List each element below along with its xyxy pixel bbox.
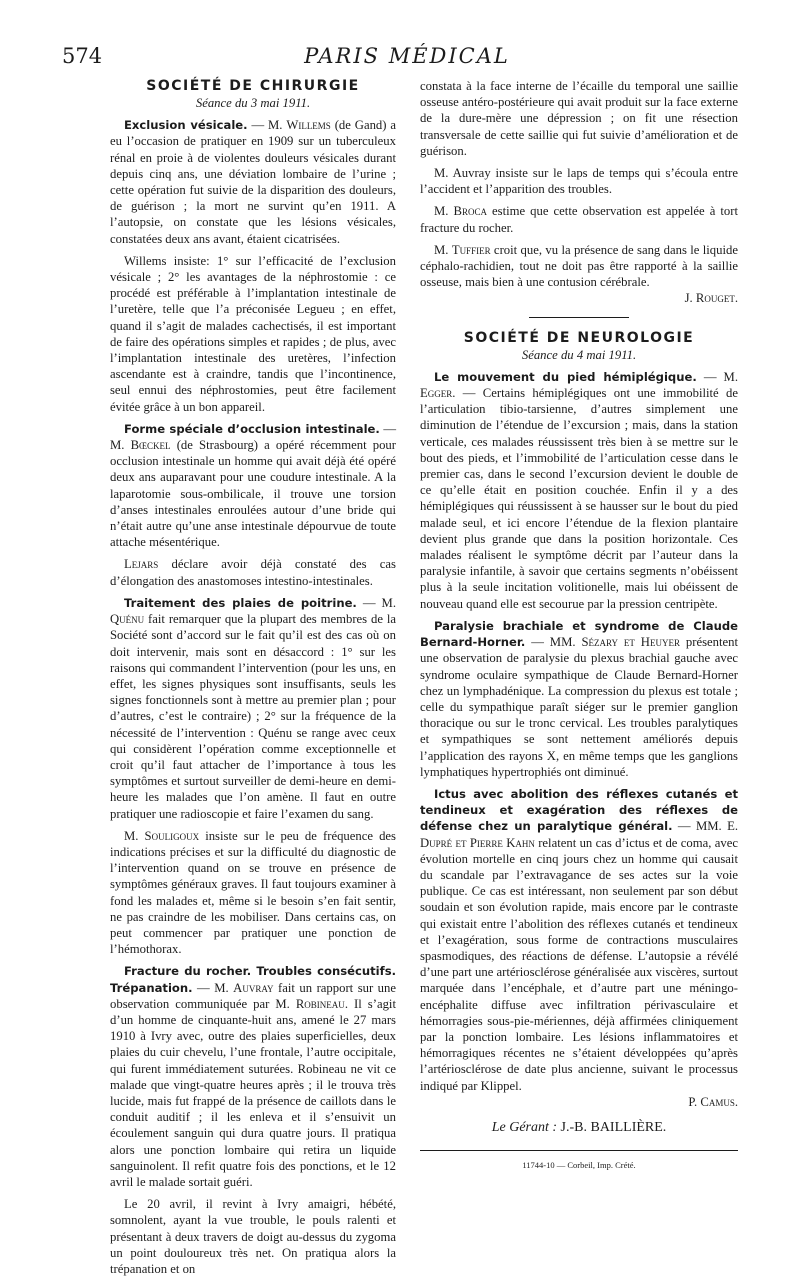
journal-title: PARIS MÉDICAL — [304, 44, 510, 68]
gerant-line: Le Gérant : J.-B. BAILLIÈRE. — [491, 1119, 667, 1135]
footer-divider — [420, 1150, 738, 1151]
article-occlusion-intestinale: Forme spéciale d’occlusion intestinale. — M. Bœckel (de Strasbourg) a opéré récemment pour occlusion intestinale un homme qui avait déjà été opéré deux ans auparavant pour une coudure intestinale. A la laparotomie sous-ombilicale, il trouve une torsion d’anses intestinales enroulées autour d’une bride qui n’était autre qu’une anse intestinale dépourvue de toute attache mésentérique. — [110, 421, 397, 550]
paragraph: M. Tuffier croit que, vu la présence de sang dans le liquide céphalo-rachidien, tout ne doit pas être rapporté à la saillie osseuse, mais bien à une contusion cérébrale. — [420, 242, 738, 290]
article-heading: Forme spéciale d’occlusion intestinale. — [124, 421, 380, 436]
paragraph: Le 20 avril, il revint à Ivry amaigri, hébété, somnolent, ayant la vue trouble, le pouls ralenti et présentant à deux travers de doigt au-dessus du zygoma un point douloureux très net. On pratiqua alors la trépanation et on — [110, 1197, 396, 1277]
article-heading: Ictus avec abolition des réflexes cutanés et tendineux et exagération des réflexes de défense chez un paralytique général. — [420, 786, 738, 834]
article-heading: Fracture du rocher. Troubles consécutifs. Trépanation. — [110, 964, 396, 995]
author-name: Willems — [286, 118, 331, 133]
right-column — [420, 78, 738, 1173]
author-name: Robineau — [295, 996, 345, 1011]
article-pied-hemiplegique: Le mouvement du pied hémiplégique. — M. Egger. — Certains hémiplégiques ont une immobilité de l’articulation tibio-tarsienne, d’autres simplement une diminution de l’étendue de l’excursion ; mais, dans la station verticale, ces malades réussissent très bien à se mettre sur le bout des pieds, et l’immobilité de l’articulation cesse dans le premier cas, dans le second l’excursion devient le double de ce qu’elle était en position couchée. Enfin il y a des hémiplégiques qui réussissent à se hausser sur le bout du pied malade seul, et ici encore l’étendue de la flexion plantaire devient plus grande que dans la position horizontale. Ces malades réalisent le symptôme décrit par l’auteur dans la paralysie infantile, à savoir que certains segments n’obéissent plus à la seule incitation volitionelle, mais lui obéissent de nouveau quand elle est secourue par la pression centripète. — [420, 369, 739, 611]
article-paralysie-brachiale: Paralysie brachiale et syndrome de Claude Bernard-Horner. — MM. Sézary et Heuyer présentent une observation de paralysie du plexus brachial gauche avec syndrome oculaire sympathique de Claude Bernard-Horner chez un lymphadénique. La compression du plexus est totale ; celle du sympathique paraît siéger sur le premier ganglion thoracique ou sur le tronc cervical. Les troubles paralytiques et sympathiques se sont nettement améliorés depuis l’application des rayons X, en même temps que les ganglions lymphatiques hypertrophiés ont diminué. — [420, 618, 739, 779]
page-header — [62, 44, 752, 70]
gerant-name: J.-B. BAILLIÈRE. — [560, 1119, 667, 1135]
article-heading: Exclusion vésicale. — [124, 118, 248, 133]
author-name: Egger — [420, 386, 453, 401]
left-column — [110, 78, 396, 1277]
section-title-chirurgie: SOCIÉTÉ DE CHIRURGIE — [146, 78, 360, 94]
printer-imprint: 11744-10 — Corbeil, Imp. Crété. — [522, 1160, 636, 1171]
article-exclusion-vesicale: Exclusion vésicale. — M. Willems (de Gand) a eu l’occasion de pratiquer en 1909 sur un tuberculeux rénal en proie à de violentes douleurs vésicales durant depuis cinq ans, une déviation lombaire de l’urine ; cette opération fut suivie de la disparition des douleurs, de guérison ; la mort ne survint qu’en 1911. A l’autopsie, on constate que les lésions vésicales, constatées deux ans avant, étaient cicatrisées. — [110, 118, 396, 246]
paragraph: constata à la face interne de l’écaille du temporal une saillie osseuse antéro-postérieure qui avait produit sur la face externe de la dure-mère une dépression ; on fit une résection transversale de cette saillie qui fut suivie d’amélioration et de guérison. — [420, 79, 738, 158]
paragraph: Willems insiste: 1° sur l’efficacité de l’exclusion vésicale ; 2° les avantages de la néphrostomie : ce procédé est préférable à l’implantation intestinale de l’uretère, telle que l’a préconisée Legueu ; en effet, quand il s’agit de malades cachectisés, il est important de faire des opérations simples et rapides ; de plus, avec l’implantation intestinale des uretères, l’infection ascendante est à craindre, tandis que l’incontinence, seul ennui des néphrostomies, peut être facilement évitée grâce à un bon appareil. — [110, 253, 396, 414]
author-name: Auvray — [233, 980, 274, 995]
author-name: Souligoux — [144, 828, 200, 843]
signature: P. Camus. — [688, 1094, 738, 1109]
author-name: E. Dupré et Pierre Kahn — [420, 819, 738, 850]
paragraph: M. Broca estime que cette observation est appelée à tort fracture du rocher. — [420, 204, 738, 235]
page-number: 574 — [62, 44, 103, 68]
article-plaies-poitrine: Traitement des plaies de poitrine. — M. Quénu fait remarquer que la plupart des membres de la Société sont d’accord sur le fait qu’il est des cas où on doit intervenir, mais sont en désaccord : 1° sur les raisons qui commandent l’intervention (pour les uns, en effet, les signes physiques sont insuffisants, seuls les signes fonctionnels sont à mettre au premier plan ; pour d’autres, c’est le contraire) ; 2° sur la fréquence de la nécessité de l’intervention : Quénu se range avec ceux qui considèrent l’opération comme exceptionnelle et croit qu’il faut attacher de l’importance à tous les symptômes et surtout surveiller de demi-heure en demi-heure les malades que l’on amène. Il faut en outre pratiquer une radioscopie et faire l’examen du sang. — [110, 595, 396, 821]
author-name: Tuffier — [451, 242, 491, 257]
author-name: Sézary et Heuyer — [581, 635, 680, 650]
author-name: Lejars — [124, 557, 159, 572]
signature: J. Rouget. — [684, 291, 738, 306]
author-name: Broca — [453, 204, 487, 219]
article-heading: Traitement des plaies de poitrine. — [124, 595, 357, 610]
author-name: Bœckel — [130, 438, 171, 453]
seance-date: Séance du 3 mai 1911. — [195, 96, 311, 110]
article-heading: Le mouvement du pied hémiplégique. — [434, 369, 697, 384]
section-title-neurologie: SOCIÉTÉ DE NEUROLOGIE — [463, 329, 695, 346]
article-fracture-rocher: Fracture du rocher. Troubles consécutifs. Trépanation. — M. Auvray fait un rapport sur une observation communiquée par M. Robineau. Il s’agit d’un homme de cinquante-huit ans, amené le 27 mars 1910 à Ivry avec, outre des plaies superficielles, deux plaies du cuir chevelu, l’une frontale, l’autre occipitale, qui furent immédiatement suturées. Robineau ne vit ce malade que vingt-quatre heures après ; il le trouva très lucide, mais fut frappé de la présence de caillots dans le conduit auditif ; il les enleva et il s’ensuivit un écoulement sanguin qui dura quatre jours. Il pratiqua alors une ponction lombaire qui retira un liquide sanguinolent. Il refit quatre fois des ponctions, et le 12 avril le malade sortait guéri. — [110, 964, 397, 1189]
article-ictus: Ictus avec abolition des réflexes cutanés et tendineux et exagération des réflexes de défense chez un paralytique général. — MM. E. Dupré et Pierre Kahn relatent un cas d’ictus et de coma, avec évolution mortelle en cinq jours chez un homme qui causait du scandale par l’extravagance de ses actes sur la voie publique. Ce cas est intéressant, non seulement par son début soudain et son évolution rapide, mais encore par le contraste qui existait entre l’abolition des réflexes cutanés et tendineux et l’exagération, sous forme de contractions musculaires spasmodiques, des réactions de défense. L’autopsie a révélé d’une part une artériosclérose généralisée aux viscères, surtout marquée dans l’encéphale, et d’autre part une méningo-encéphalite diffuse avec infiltration périvasculaire et hémorragies sous-pie-mériennes, déjà affirmées cliniquement par la ponction lombaire. Les lésions inflammatoires et hémorragiques récentes ne s’étaient développées qu’après l’artériosclérose de date plus ancienne, suivant le processus indiqué par Klippel. — [420, 786, 738, 1093]
author-name: Quénu — [110, 612, 145, 627]
seance-date: Séance du 4 mai 1911. — [521, 347, 637, 362]
paragraph: M. Auvray insiste sur le laps de temps qui s’écoula entre l’accident et l’apparition des troubles. — [420, 166, 738, 197]
paragraph: M. Souligoux insiste sur le peu de fréquence des indications précises et sur la difficulté du diagnostic de l’intervention quand on se trouve en présence de symptômes généraux graves. Il faut toujours examiner à fond les malades et, même si le besoin s’en fait sentir, ne pas craindre de les mobiliser. Dans certains cas, on peut commencer par pratiquer une ponction de l’hémothorax. — [110, 828, 396, 957]
section-divider — [529, 317, 629, 318]
article-heading: Paralysie brachiale et syndrome de Claude Bernard-Horner. — [420, 618, 738, 650]
paragraph: Lejars déclare avoir déjà constaté des cas d’élongation des anastomoses intestino-intestinales. — [110, 557, 396, 588]
